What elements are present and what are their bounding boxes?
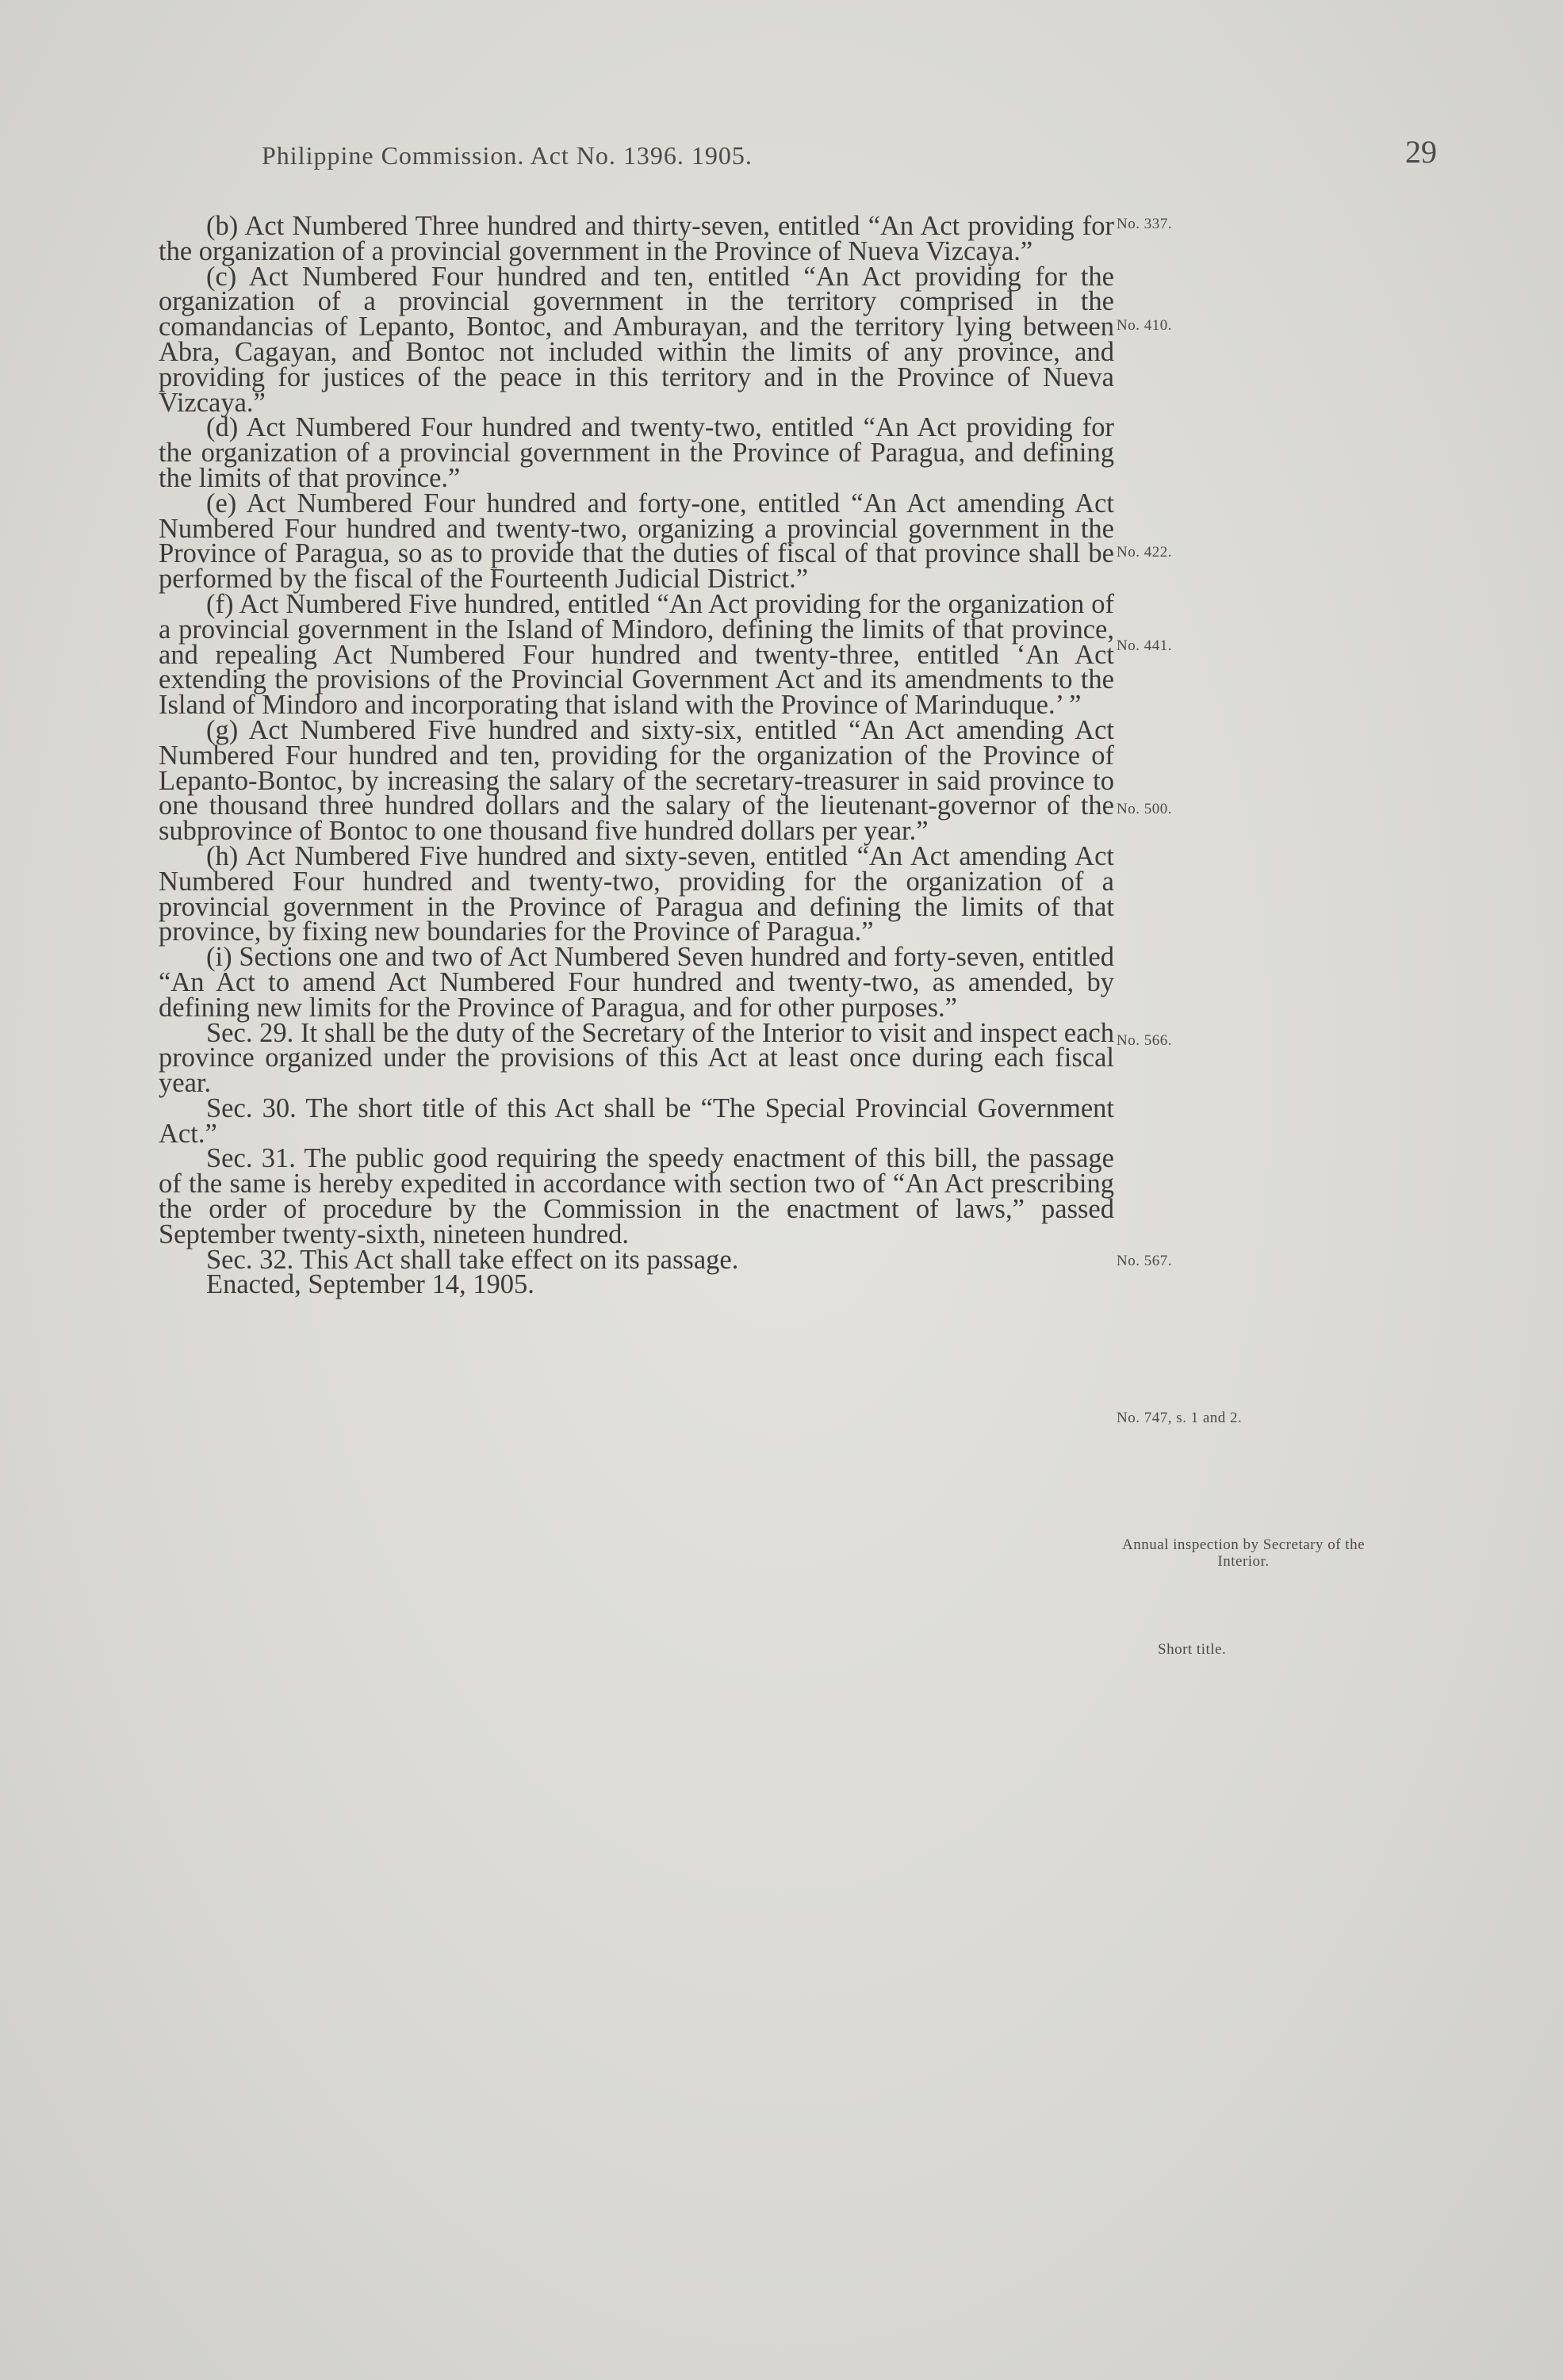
margin-note-short-title: Short title. [1158, 1641, 1227, 1658]
margin-note-500: No. 500. [1117, 801, 1172, 817]
paragraph-e: (e) Act Numbered Four hundred and forty-one, entitled “An Act amending Act Numbered Four hundred and twenty-two, organizing a provincial government in the Province of Paragua, so as to provide that the duties of fiscal of that province shall be performed by the fiscal of the Fourteenth Judicial District.” [159, 488, 1114, 595]
paragraph-h: (h) Act Numbered Five hundred and sixty-seven, entitled “An Act amending Act Numbered Four hundred and twenty-two, providing for the organization of a provincial government in the Province of Paragua and defining the limits of that province, by fixing new boundaries for the Province of Paragua.” [159, 840, 1114, 947]
section-32: Sec. 32. This Act shall take effect on its passage. [206, 1244, 739, 1275]
margin-note-422: No. 422. [1117, 544, 1172, 561]
paragraph-d: (d) Act Numbered Four hundred and twenty-two, entitled “An Act providing for the organization of a provincial government in the Province of Paragua, and defining the limits of that province.” [159, 412, 1114, 493]
margin-note-410: No. 410. [1117, 317, 1172, 334]
margin-note-441: No. 441. [1117, 637, 1172, 654]
paragraph-g: (g) Act Numbered Five hundred and sixty-six, entitled “An Act amending Act Numbered Four hundred and ten, providing for the organization of the Province of Lepanto-Bontoc, by increasing the salary of the secretary-treasurer in said province to one thousand three hundred dollars and the salary of the lieutenant-governor of the subprovince of Bontoc to one thousand five hundred dollars per year.” [159, 714, 1114, 847]
section-31: Sec. 31. The public good requiring the speedy enactment of this bill, the passage of the same is hereby expedited in accordance with section two of “An Act prescribing the order of procedure by the Commission in the enactment of laws,” passed September twenty-sixth, nineteen hundred. [159, 1143, 1114, 1249]
section-30: Sec. 30. The short title of this Act shall be “The Special Provincial Government Act.” [159, 1092, 1114, 1149]
paragraph-i: (i) Sections one and two of Act Numbered Seven hundred and forty-seven, entitled “An Act to amend Act Numbered Four hundred and twenty-two, as amended, by defining new limits for the Province of Paragua, and for other purposes.” [159, 942, 1114, 1023]
margin-note-annual-inspection: Annual inspection by Secretary of the Interior. [1121, 1536, 1366, 1570]
document-body [159, 211, 1114, 1300]
paragraph-c: (c) Act Numbered Four hundred and ten, entitled “An Act providing for the organization of a provincial government in the territory comprised in the comandancias of Lepanto, Bontoc, and Amburayan, and the territory lying between Abra, Cagayan, and Bontoc not included within the limits of any province, and providing for justices of the peace in this territory and in the Province of Nueva Vizcaya.” [159, 261, 1114, 418]
margin-note-567: No. 567. [1117, 1253, 1172, 1269]
running-header: Philippine Commission. Act No. 1396. 1905. [262, 141, 753, 170]
paragraph-f: (f) Act Numbered Five hundred, entitled “An Act providing for the organization of a provincial government in the Island of Mindoro, defining the limits of that province, and repealing Act Numbered Four hundred and twenty-three, entitled ‘An Act extending the provisions of the Provincial Government Act and its amendments to the Island of Mindoro and incorporating that island with the Province of Marinduque.’ ” [159, 588, 1114, 721]
margin-note-747: No. 747, s. 1 and 2. [1117, 1410, 1243, 1426]
page-number: 29 [1405, 134, 1437, 170]
enacted-date: Enacted, September 14, 1905. [206, 1269, 534, 1300]
section-29: Sec. 29. It shall be the duty of the Secretary of the Interior to visit and inspect each province organized under the provisions of this Act at least once during each fiscal year. [159, 1017, 1114, 1099]
margin-note-566: No. 566. [1117, 1032, 1172, 1049]
margin-note-337: No. 337. [1117, 216, 1172, 232]
paragraph-b: (b) Act Numbered Three hundred and thirty-seven, entitled “An Act providing for the organization of a provincial government in the Province of Nueva Vizcaya.” [159, 211, 1114, 266]
